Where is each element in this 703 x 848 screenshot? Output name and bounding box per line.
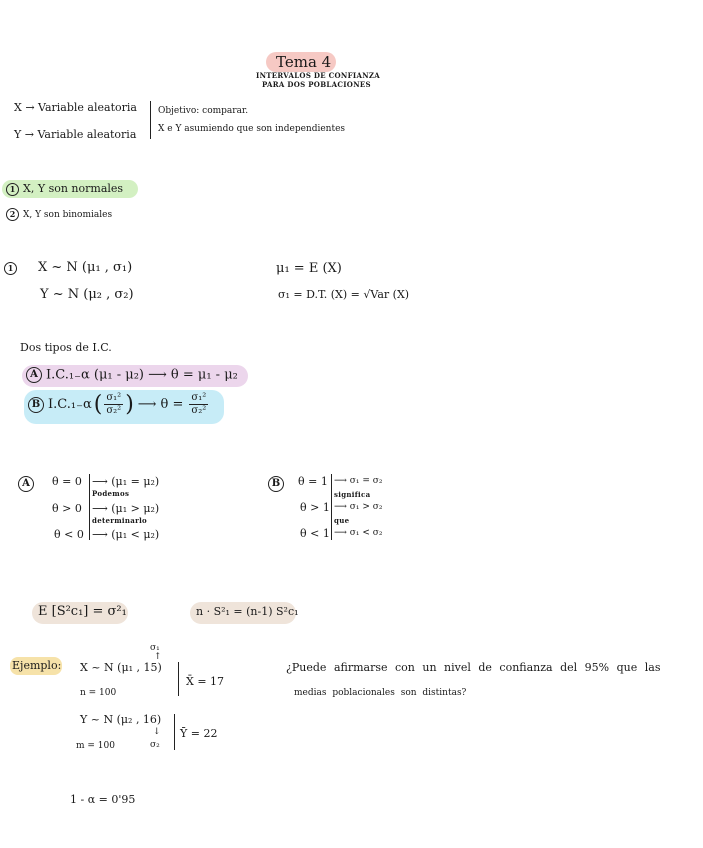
formula-relation: n · S²₁ = (n-1) S²c₁ [196, 605, 299, 618]
section-b-theta-gt: θ > 1 [300, 501, 330, 514]
ic-b-ratio-den: σ₂² [106, 405, 122, 416]
intro-objective: Objetivo: comparar. [158, 106, 249, 116]
normal-sigma-def: σ₁ = D.T. (X) = √Var (X) [278, 288, 410, 301]
example-question-2: medias poblacionales son distintas? [294, 688, 467, 698]
page-subtitle-1: INTERVALOS DE CONFIANZA [256, 71, 381, 80]
section-a-res-eq: ⟶ (μ₁ = μ₂) [92, 475, 160, 488]
ic-b-theta-den: σ₂² [191, 405, 207, 416]
intro-independence: X e Y asumiendo que son independientes [158, 124, 346, 134]
ic-b-paren-open: ( [93, 392, 103, 417]
example-m: m = 100 [76, 741, 115, 751]
ic-b-label: B [28, 397, 44, 413]
example-brace-2 [174, 714, 175, 750]
page-title: Tema 4 [276, 53, 332, 71]
section-b-label: B [268, 476, 284, 492]
intro-x-line: X → Variable aleatoria [14, 101, 137, 114]
normal-y-dist: Y ~ N (μ₂ , σ₂) [40, 287, 134, 302]
section-a-label: A [18, 476, 34, 492]
section-a-theta-gt: θ > 0 [52, 502, 82, 515]
ic-b-ratio-num: σ₁² [106, 392, 122, 403]
case-2-number: 2 [6, 208, 19, 221]
example-xbar: X̄ = 17 [186, 675, 225, 688]
section-b-res-lt: ⟶ σ₁ < σ₂ [334, 528, 383, 538]
section-a-word2: determinarlo [92, 516, 148, 525]
case-1-number: 1 [6, 183, 19, 196]
case-2 [6, 208, 112, 221]
section-b-theta-eq: θ = 1 [298, 475, 328, 488]
normal-number [4, 261, 21, 275]
example-brace-1 [178, 662, 179, 696]
ic-b-paren-close: ) [125, 392, 134, 417]
normal-mu-def: μ₁ = E (X) [276, 261, 342, 276]
ic-b-prefix: I.C.₁₋α [48, 397, 92, 412]
example-sigma2-mark: σ₂ [150, 740, 160, 750]
example-sigma1-arrow: ↑ [154, 652, 162, 662]
section-b-brace [331, 474, 332, 540]
section-b-res-gt: ⟶ σ₁ > σ₂ [334, 502, 383, 512]
ic-a-text: I.C.₁₋α (μ₁ - μ₂) ⟶ θ = μ₁ - μ₂ [46, 367, 238, 383]
example-x-dist: X ~ N (μ₁ , 15) [80, 661, 162, 674]
section-a-word1: Podemos [92, 489, 130, 498]
case-1 [6, 182, 123, 196]
example-confidence: 1 - α = 0'95 [70, 793, 136, 806]
ic-b-theta-num: σ₁² [191, 392, 207, 403]
section-a-theta-lt: θ < 0 [54, 528, 84, 541]
ic-b-arrow: ⟶ θ = [137, 397, 184, 412]
ic-a-label: A [26, 367, 42, 383]
example-n: n = 100 [80, 688, 117, 698]
page-subtitle-2: PARA DOS POBLACIONES [262, 80, 371, 89]
example-sigma2-arrow: ↓ [153, 727, 161, 737]
intro-y-line: Y → Variable aleatoria [14, 128, 137, 141]
section-a-label-wrap [18, 473, 38, 492]
normal-x-dist: X ~ N (μ₁ , σ₁) [38, 260, 133, 275]
example-y-dist: Y ~ N (μ₂ , 16) [80, 713, 162, 726]
section-b-word1: significa [334, 490, 371, 499]
ic-heading: Dos tipos de I.C. [20, 341, 112, 354]
case-1-text: X, Y son normales [23, 182, 124, 195]
case-2-text: X, Y son binomiales [23, 210, 113, 220]
formula-expectation: E [S²c₁] = σ²₁ [38, 604, 127, 619]
section-a-res-gt: ⟶ (μ₁ > μ₂) [92, 502, 160, 515]
section-b-theta-lt: θ < 1 [300, 527, 330, 540]
normal-number-circle: 1 [4, 262, 17, 275]
example-label: Ejemplo: [12, 659, 62, 672]
section-b-label-wrap [268, 473, 288, 492]
ic-b [28, 392, 208, 417]
section-b-res-eq: ⟶ σ₁ = σ₂ [334, 476, 383, 486]
ic-a [26, 367, 238, 383]
section-a-res-lt: ⟶ (μ₁ < μ₂) [92, 528, 160, 541]
ic-b-theta [189, 392, 208, 417]
ic-b-ratio [104, 392, 123, 417]
section-a-brace [89, 474, 90, 540]
section-a-theta-eq: θ = 0 [52, 475, 82, 488]
example-sigma1-mark: σ₁ [150, 643, 160, 653]
section-b-word2: que [334, 516, 350, 525]
example-ybar: Ȳ = 22 [180, 727, 218, 740]
example-question-1: ¿Puede afirmarse con un nivel de confianza del 95% que las [286, 661, 661, 674]
intro-brace [150, 101, 151, 139]
